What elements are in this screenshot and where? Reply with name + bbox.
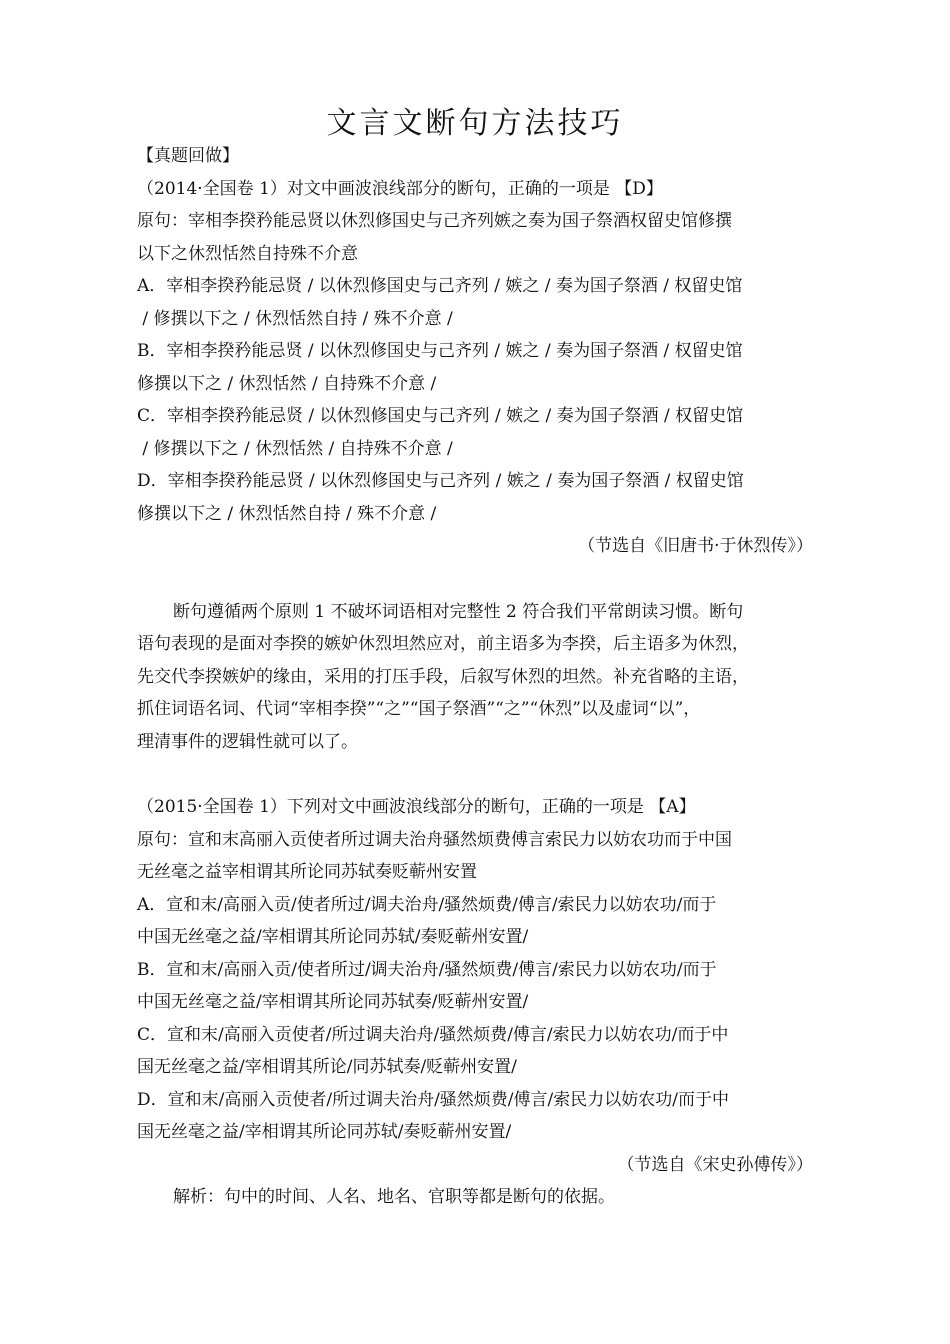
source-citation: （节选自《宋史孙傅传》） [617,1154,813,1175]
original-sentence-line: 无丝毫之益宰相谓其所论同苏轼奏贬蕲州安置 [137,862,477,882]
option-b-line: B．宰相李揆矜能忌贤 / 以休烈修国史与己齐列 / 嫉之 / 奏为国子祭酒 / 权留史馆 [137,341,743,361]
option-a-line: A．宣和末/高丽入贡/使者所过/调夫治舟/骚然烦费/傅言/索民力以妨农功/而于 [137,894,717,915]
document-body [137,140,817,1214]
analysis-paragraph [137,596,817,759]
analysis-note: 解析：句中的时间、人名、地名、官职等都是断句的依据。 [173,1187,615,1207]
option-d-line: 国无丝毫之益/宰相谓其所论同苏轼/奏贬蕲州安置/ [137,1122,512,1142]
option-d-line: D．宣和末/高丽入贡使者/所过调夫治舟/骚然烦费/傅言/索民力以妨农功/而于中 [137,1089,729,1110]
option-b-line: B．宣和末/高丽入贡/使者所过/调夫治舟/骚然烦费/傅言/索民力以妨农功/而于 [137,959,717,980]
option-d-line: D．宰相李揆矜能忌贤 / 以休烈修国史与己齐列 / 嫉之 / 奏为国子祭酒 / 权留史馆 [137,471,744,491]
question-2015 [137,791,817,1214]
option-d-line: 修撰以下之 / 休烈恬然自持 / 殊不介意 / [137,503,437,524]
original-sentence-line: 原句：宰相李揆矜能忌贤以休烈修国史与己齐列嫉之奏为国子祭酒权留史馆修撰 [137,211,732,231]
analysis-line: 语句表现的是面对李揆的嫉妒休烈坦然应对，前主语多为李揆，后主语多为休烈， [137,634,749,654]
spacer [137,563,817,596]
analysis-line: 先交代李揆嫉妒的缘由，采用的打压手段，后叙写休烈的坦然。补充省略的主语， [137,666,749,687]
option-a-line: 中国无丝毫之益/宰相谓其所论同苏轼/奏贬蕲州安置/ [137,927,529,947]
original-sentence-line: 以下之休烈恬然自持殊不介意 [137,243,358,264]
option-a-line: A．宰相李揆矜能忌贤 / 以休烈修国史与己齐列 / 嫉之 / 奏为国子祭酒 / 权留史馆 [137,276,743,296]
analysis-line: 抓住词语名词、代词“宰相李揆”“之”“国子祭酒”“之”“休烈”以及虚词“以”， [137,699,701,719]
page-title: 文言文断句方法技巧 [326,106,624,142]
option-c-line: C．宣和末/高丽入贡使者/所过调夫治舟/骚然烦费/傅言/索民力以妨农功/而于中 [137,1024,729,1045]
source-citation: （节选自《旧唐书·于休烈传》） [578,536,813,556]
option-c-line: 国无丝毫之益/宰相谓其所论/同苏轼奏/贬蕲州安置/ [137,1057,517,1077]
question-2014 [137,173,817,563]
section-heading: 【真题回做】 [137,146,239,166]
original-sentence-line: 原句：宣和末高丽入贡使者所过调夫治舟骚然烦费傅言索民力以妨农功而于中国 [137,829,732,850]
analysis-line: 理清事件的逻辑性就可以了。 [137,731,358,752]
option-b-line: 修撰以下之 / 休烈恬然 / 自持殊不介意 / [137,373,437,394]
option-c-line: / 修撰以下之 / 休烈恬然 / 自持殊不介意 / [137,438,453,459]
analysis-line: 断句遵循两个原则 1 不破坏词语相对完整性 2 符合我们平常朗读习惯。断句 [173,601,744,622]
spacer [137,758,817,791]
option-b-line: 中国无丝毫之益/宰相谓其所论同苏轼奏/贬蕲州安置/ [137,992,529,1012]
question-header: （2014·全国卷 1）对文中画波浪线部分的断句，正确的一项是 【D】 [137,178,663,199]
option-a-line: / 修撰以下之 / 休烈恬然自持 / 殊不介意 / [137,308,453,329]
option-c-line: C．宰相李揆矜能忌贤 / 以休烈修国史与己齐列 / 嫉之 / 奏为国子祭酒 / 权留史馆 [137,406,744,426]
question-header: （2015·全国卷 1）下列对文中画波浪线部分的断句，正确的一项是 【A】 [137,797,696,817]
